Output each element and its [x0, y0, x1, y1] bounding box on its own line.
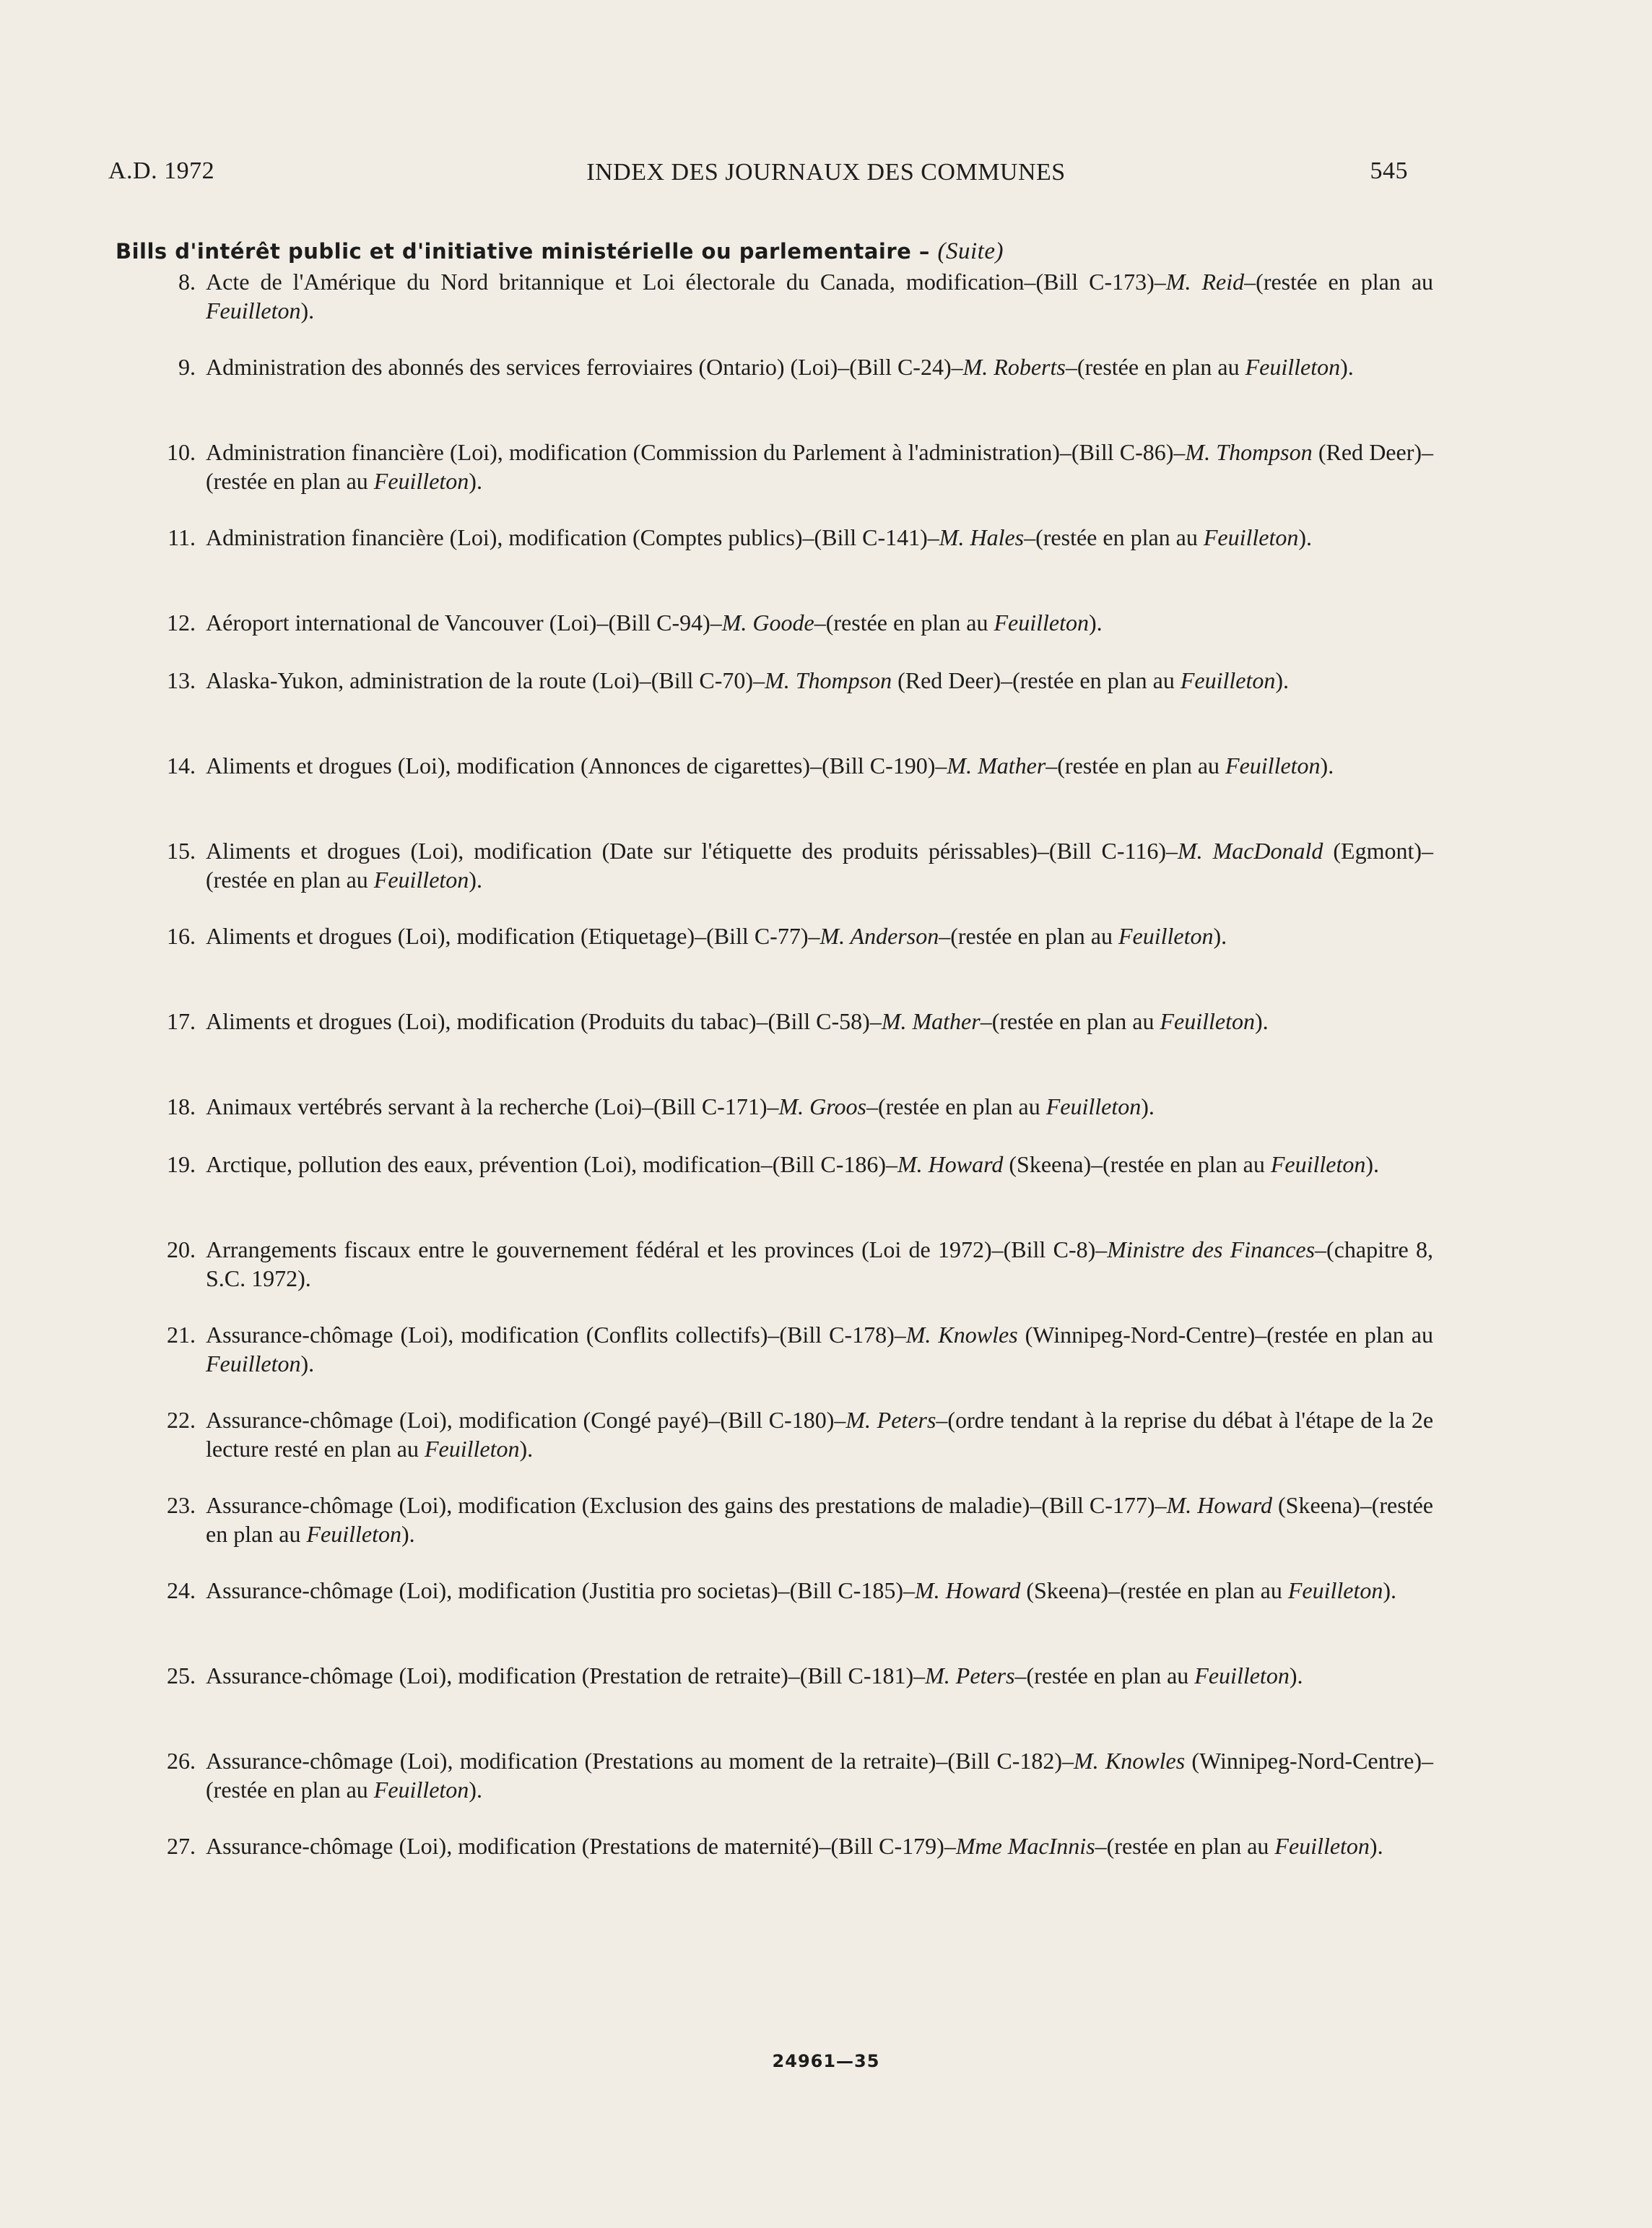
- entry-italic-text: Feuilleton: [1203, 524, 1299, 550]
- entry-text-part: (Red Deer)–(restée en plan au: [206, 439, 1434, 494]
- entry-italic-text: M. Knowles: [905, 1322, 1018, 1348]
- entry-number: 9.: [178, 354, 196, 380]
- entry-text-part: ).: [1365, 1151, 1380, 1177]
- entry-text-part: ).: [1298, 524, 1313, 550]
- entry-text-part: Administration financière (Loi), modification (Comptes publics)–(Bill C-141)–: [206, 524, 939, 550]
- entry-text-part: ).: [1383, 1577, 1396, 1603]
- entry-number: 24.: [167, 1577, 196, 1603]
- entry-number: 14.: [167, 753, 196, 779]
- entry-italic-text: M. Hales: [939, 524, 1025, 550]
- entry-number: 21.: [167, 1322, 196, 1348]
- entry-italic-text: M. Peters: [925, 1663, 1015, 1689]
- entry-text-part: Assurance-chômage (Loi), modification (Congé payé)–(Bill C-180)–: [206, 1407, 846, 1433]
- index-entry: [134, 608, 1433, 637]
- entry-text: [206, 1661, 1433, 1690]
- entry-italic-text: M. Howard: [914, 1577, 1021, 1603]
- entry-text-part: ).: [469, 468, 482, 494]
- entry-text-part: –(ordre tendant à la reprise du débat à l'étape de la 2e lecture resté en plan au: [206, 1407, 1434, 1462]
- entry-italic-text: M. MacDonald: [1177, 838, 1323, 864]
- entry-number: 27.: [167, 1833, 196, 1859]
- entry-text: [206, 1832, 1433, 1860]
- entry-italic-text: Feuilleton: [1160, 1008, 1255, 1034]
- entry-text: [206, 751, 1433, 780]
- index-entry: [134, 1150, 1433, 1179]
- entry-italic-text: Feuilleton: [373, 867, 469, 893]
- entry-text-part: ).: [300, 1351, 315, 1377]
- entry-italic-text: Mme MacInnis: [955, 1833, 1095, 1859]
- entry-text-part: (Winnipeg-Nord-Centre)–(restée en plan au: [1017, 1322, 1433, 1348]
- entry-text-part: Acte de l'Amérique du Nord britannique et Loi électorale du Canada, modification–(Bill C-173)–: [206, 269, 1166, 295]
- entry-italic-text: Feuilleton: [373, 468, 469, 494]
- entry-number: 15.: [167, 838, 196, 864]
- entry-italic-text: M. Anderson: [820, 923, 939, 949]
- entry-text-part: ).: [1289, 1663, 1303, 1689]
- entry-number: 23.: [167, 1492, 196, 1518]
- section-title: Bills d'intérêt public et d'initiative ministérielle ou parlementaire –: [116, 239, 930, 264]
- entry-number: 13.: [167, 667, 196, 693]
- entry-text: [206, 922, 1433, 950]
- entry-text: [206, 1150, 1433, 1179]
- entry-text-part: Aliments et drogues (Loi), modification (Produits du tabac)–(Bill C-58)–: [206, 1008, 882, 1034]
- entry-italic-text: M. Reid: [1165, 269, 1245, 295]
- index-entry: [134, 1832, 1433, 1860]
- entry-text: [206, 608, 1433, 637]
- entry-number: 22.: [167, 1407, 196, 1433]
- section-heading: [116, 238, 1004, 265]
- entry-text-part: Aéroport international de Vancouver (Loi)–(Bill C-94)–: [206, 610, 722, 636]
- entry-text: [206, 1491, 1433, 1548]
- entry-text-part: Assurance-chômage (Loi), modification (Conflits collectifs)–(Bill C-178)–: [206, 1322, 906, 1348]
- entry-italic-text: M. Mather: [881, 1008, 981, 1034]
- entry-italic-text: Feuilleton: [1287, 1577, 1383, 1603]
- section-suite: (Suite): [937, 238, 1004, 264]
- entry-number: 11.: [168, 524, 196, 550]
- entry-text: [206, 1235, 1433, 1293]
- index-entry: [134, 922, 1433, 950]
- entry-text-part: ).: [519, 1436, 534, 1462]
- entry-text: [206, 1576, 1433, 1605]
- entry-text-part: ).: [469, 867, 482, 893]
- entry-italic-text: Feuilleton: [1245, 354, 1341, 380]
- entry-text-part: –(restée en plan au: [980, 1008, 1160, 1034]
- entry-text-part: ).: [1320, 753, 1334, 779]
- entry-text-part: Animaux vertébrés servant à la recherche (Loi)–(Bill C-171)–: [206, 1093, 779, 1119]
- entry-number: 12.: [167, 610, 196, 636]
- entry-italic-text: Feuilleton: [994, 610, 1090, 636]
- entry-text: [206, 1405, 1433, 1463]
- index-entry: [134, 523, 1433, 552]
- entry-text-part: –(chapitre 8, S.C. 1972).: [206, 1236, 1434, 1291]
- index-entry: [134, 751, 1433, 780]
- entry-text-part: –(restée en plan au: [1095, 1833, 1275, 1859]
- entry-text-part: Aliments et drogues (Loi), modification (Etiquetage)–(Bill C-77)–: [206, 923, 820, 949]
- footer-code: 24961—35: [772, 2051, 880, 2071]
- entry-number: 26.: [167, 1748, 196, 1774]
- index-entry: [134, 1320, 1433, 1378]
- entry-italic-text: M. Thompson: [1185, 439, 1313, 465]
- entry-text-part: Arrangements fiscaux entre le gouvernement fédéral et les provinces (Loi de 1972)–(Bill C-8)–: [206, 1236, 1108, 1262]
- entry-italic-text: Feuilleton: [206, 1351, 301, 1377]
- entry-text-part: –(restée en plan au: [1045, 753, 1226, 779]
- index-entry: [134, 1746, 1433, 1804]
- entry-number: 10.: [167, 439, 196, 465]
- index-entry: [134, 836, 1433, 894]
- entry-text-part: –(restée en plan au: [939, 923, 1118, 949]
- entry-text-part: ).: [300, 298, 315, 324]
- entry-number: 25.: [167, 1663, 196, 1689]
- entry-text-part: ).: [1213, 923, 1227, 949]
- entry-text-part: Assurance-chômage (Loi), modification (Exclusion des gains des prestations de maladie)–(Bill C-177)–: [206, 1492, 1167, 1518]
- entry-text-part: ).: [1089, 610, 1103, 636]
- entry-number: 19.: [167, 1151, 196, 1177]
- entry-text-part: (Skeena)–(restée en plan au: [1003, 1151, 1271, 1177]
- entry-italic-text: Feuilleton: [1225, 753, 1321, 779]
- header-title: INDEX DES JOURNAUX DES COMMUNES: [586, 159, 1066, 186]
- index-entry: [134, 267, 1433, 325]
- index-entry: [134, 1661, 1433, 1690]
- entry-text: [206, 438, 1433, 495]
- entry-text-part: –(restée en plan au: [866, 1093, 1046, 1119]
- entry-text-part: Assurance-chômage (Loi), modification (Prestations de maternité)–(Bill C-179)–: [206, 1833, 956, 1859]
- entry-italic-text: M. Thompson: [765, 667, 892, 693]
- entry-text: [206, 523, 1433, 552]
- entry-italic-text: Feuilleton: [306, 1521, 402, 1547]
- entry-text: [206, 267, 1433, 325]
- entry-text-part: Aliments et drogues (Loi), modification (Date sur l'étiquette des produits périssables)–(Bill C-116)–: [206, 838, 1178, 864]
- entry-text-part: ).: [1369, 1833, 1383, 1859]
- index-entry: [134, 1576, 1433, 1605]
- entry-italic-text: Feuilleton: [373, 1777, 469, 1803]
- header-year: A.D. 1972: [108, 157, 215, 184]
- entry-italic-text: M. Peters: [845, 1407, 936, 1433]
- entry-text-part: (Winnipeg-Nord-Centre)–(restée en plan au: [206, 1748, 1434, 1803]
- index-entry: [134, 1007, 1433, 1036]
- entry-text-part: Administration financière (Loi), modification (Commission du Parlement à l'administration)–(Bill C-86)–: [206, 439, 1186, 465]
- entry-text-part: –(restée en plan au: [1244, 269, 1434, 295]
- entry-text-part: (Skeena)–(restée en plan au: [206, 1492, 1434, 1547]
- entry-text: [206, 836, 1433, 894]
- entry-number: 16.: [167, 923, 196, 949]
- entry-italic-text: M. Roberts: [962, 354, 1066, 380]
- entry-italic-text: M. Goode: [721, 610, 814, 636]
- index-entry: [134, 1405, 1433, 1463]
- entry-text-part: (Egmont)–(restée en plan au: [206, 838, 1434, 893]
- entry-number: 8.: [178, 269, 196, 295]
- entry-text-part: Alaska-Yukon, administration de la route (Loi)–(Bill C-70)–: [206, 667, 765, 693]
- entry-text-part: Administration des abonnés des services ferroviaires (Ontario) (Loi)–(Bill C-24)–: [206, 354, 963, 380]
- entry-text: [206, 1320, 1433, 1378]
- entry-italic-text: Feuilleton: [1118, 923, 1214, 949]
- entry-text: [206, 1007, 1433, 1036]
- entry-text-part: Aliments et drogues (Loi), modification (Annonces de cigarettes)–(Bill C-190)–: [206, 753, 947, 779]
- entry-text-part: ).: [401, 1521, 415, 1547]
- index-entry: [134, 1235, 1433, 1293]
- entry-italic-text: Feuilleton: [1045, 1093, 1142, 1119]
- entry-italic-text: Feuilleton: [206, 298, 301, 324]
- entry-number: 20.: [167, 1236, 196, 1262]
- index-entry: [134, 1092, 1433, 1121]
- entry-text-part: Assurance-chômage (Loi), modification (Prestations au moment de la retraite)–(Bill C-182)–: [206, 1748, 1074, 1774]
- entry-italic-text: Ministre des Finances: [1107, 1236, 1316, 1262]
- entry-italic-text: M. Groos: [778, 1093, 866, 1119]
- entry-text-part: Assurance-chômage (Loi), modification (Prestation de retraite)–(Bill C-181)–: [206, 1663, 926, 1689]
- index-entry: [134, 1491, 1433, 1548]
- entry-italic-text: M. Howard: [1166, 1492, 1272, 1518]
- index-entry: [134, 352, 1433, 381]
- entry-number: 18.: [167, 1093, 196, 1119]
- entry-text-part: (Skeena)–(restée en plan au: [1020, 1577, 1288, 1603]
- entry-text-part: –(restée en plan au: [1065, 354, 1245, 380]
- entry-text-part: ).: [1275, 667, 1290, 693]
- entry-number: 17.: [167, 1008, 196, 1034]
- index-entry: [134, 666, 1433, 695]
- entry-text-part: ).: [469, 1777, 482, 1803]
- entry-text-part: –(restée en plan au: [814, 610, 994, 636]
- entry-italic-text: Feuilleton: [424, 1436, 520, 1462]
- entry-text: [206, 666, 1433, 695]
- entry-text-part: ).: [1340, 354, 1354, 380]
- entry-italic-text: Feuilleton: [1194, 1663, 1290, 1689]
- entry-text-part: –(restée en plan au: [1014, 1663, 1195, 1689]
- entry-italic-text: Feuilleton: [1274, 1833, 1370, 1859]
- entry-italic-text: Feuilleton: [1180, 667, 1276, 693]
- entry-text-part: ).: [1254, 1008, 1269, 1034]
- entry-text-part: –(restée en plan au: [1024, 524, 1204, 550]
- entry-italic-text: Feuilleton: [1270, 1151, 1366, 1177]
- entry-text-part: ).: [1141, 1093, 1155, 1119]
- page-number: 545: [1370, 157, 1408, 184]
- entry-text: [206, 1092, 1433, 1121]
- entry-italic-text: M. Mather: [947, 753, 1046, 779]
- entry-italic-text: M. Howard: [897, 1151, 1004, 1177]
- entry-text-part: Arctique, pollution des eaux, prévention (Loi), modification–(Bill C-186)–: [206, 1151, 898, 1177]
- entry-text-part: Assurance-chômage (Loi), modification (Justitia pro societas)–(Bill C-185)–: [206, 1577, 915, 1603]
- entry-text: [206, 1746, 1433, 1804]
- entry-italic-text: M. Knowles: [1074, 1748, 1186, 1774]
- index-entry: [134, 438, 1433, 495]
- entry-text: [206, 352, 1433, 381]
- entry-text-part: (Red Deer)–(restée en plan au: [892, 667, 1181, 693]
